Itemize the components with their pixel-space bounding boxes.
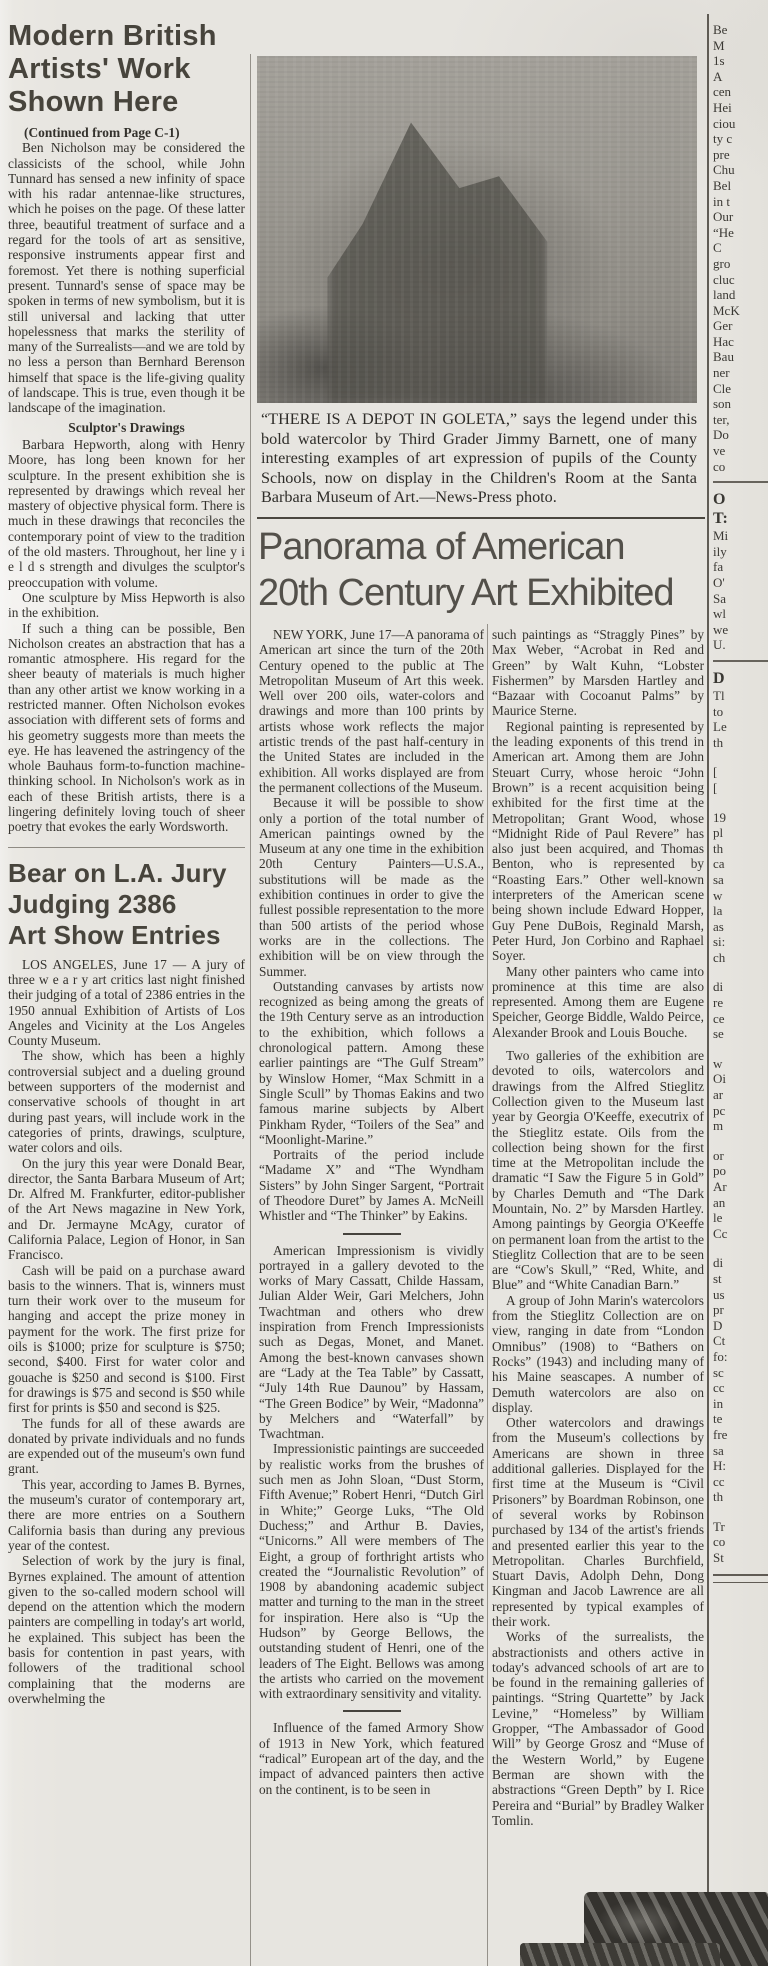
cutoff-text-fragment: Tl [713,687,725,703]
cutoff-text-fragment: ter, [713,411,730,427]
paragraph: This year, according to James B. Byrnes, the museum's curator of contemporary art, there are more entries on a Southern California basis than during any previous year of the contest. [8,1476,245,1553]
paragraph: (Continued from Page C-1) [24,125,180,140]
cutoff-text-fragment [713,965,768,979]
paragraph: Many other painters who came into prominence at this time are also represented. Among them are Eugene Speicher, George Biddle, Waldo Peirce, Alexander Brook and Louis Bouche. [492,963,704,1040]
cutoff-text-fragment: O' [713,575,725,590]
cutoff-text-fragment: di [713,979,724,995]
paragraph: Outstanding canvases by artists now recognized as being among the greats of the 19th Century serve as an introduction to the exhibition, which follows a chronological pattern. Among these earlier paintings are “The Gulf Stream” by Winslow Homer, “Max Schmitt in a Single Scull” by Thomas Eakins and two famous marine subjects by Albert Pinkham Ryder, “Toilers of the Sea” and “Moonlight-Marine.” [259,978,484,1147]
cutoff-text-fragment: th [713,1489,724,1505]
cutoff-text-fragment: cc [713,1473,725,1489]
right-partial-column [713,22,768,1872]
cutoff-text-fragment: Ger [713,318,733,334]
cutoff-text-fragment: O [713,491,726,509]
article-panorama-headline [258,524,708,616]
cutoff-text-fragment: son [713,396,732,412]
cutoff-text-fragment: pr [713,1302,724,1318]
cutoff-text-fragment: Be [713,22,728,37]
cutoff-text-fragment: Oi [713,1071,726,1087]
cutoff-text-fragment: D [713,669,725,687]
cutoff-text-fragment: or [713,1147,724,1163]
cutoff-text-fragment: M [713,37,725,53]
cutoff-text-fragment: gro [713,255,731,271]
cutoff-text-fragment [713,1241,768,1255]
paragraph: Because it will be possible to show only a portion of the total number of American paintings owned by the Museum at any one time in the exhibition 20th Century Painters—U.S.A., substitutions will be made as the exhibition continues in order to give the fullest possible representation to the more than 500 artists of the period whose works are in the collections. The exhibition will be on view through the Summer. [259,795,484,979]
paragraph: One sculpture by Miss Hepworth is also in the exhibition. [8,589,245,621]
cutoff-text-fragment [713,1042,768,1056]
cutoff-text-fragment: Hac [713,333,734,349]
cutoff-text-fragment: as [713,918,724,934]
cutoff-text-fragment: w [713,1055,723,1071]
photo-caption: “THERE IS A DEPOT IN GOLETA,” says the legend under this bold watercolor by Third Grader Jimmy Barnett, one of many interesting examples of art expression of pupils of the County Schools, now on display in the Children's Room at the Santa Barbara Museum of Art.—News-Press photo. [261,410,697,507]
paragraph: Regional painting is represented by the leading exponents of this trend in American art. Among them are John Steuart Curry, whose heroic “John Brown” is a recent acquisition being exhibited for the first time at the Metropolitan; Grant Wood, whose “Midnight Ride of Paul Revere” has also just been acquired, and Thomas Benton, who is represented by “Roasting Ears.” Other well-known interpreters of the American scene being shown include Edward Hopper, Guy Pene DuBois, Reginald Marsh, Peter Hurd, Jon Corbino and Raphael Soyer. [492,718,704,964]
cutoff-text-fragment: Sa [713,590,726,606]
cutoff-text-fragment: cen [713,84,732,100]
article-modern-british-body [8,125,245,835]
cutoff-text-fragment: U. [713,637,726,653]
cutoff-text-fragment: fre [713,1426,728,1442]
cutoff-text-fragment: te [713,1411,723,1427]
panorama-column-2 [492,627,704,1935]
paragraph: The show, which has been a highly controversial subject and a dueling ground between supporters of the modernist and conservative schools of thought in art during past years, will include work in the categories of prints, drawings, sculpture, water colors and oils. [8,1048,245,1156]
cutoff-text-fragment: fo: [713,1348,728,1364]
article-modern-british-headline [8,20,245,119]
cutoff-text-fragment: sa [713,1442,724,1458]
headline-line: Bear on L.A. Jury [8,857,227,888]
cutoff-text-fragment: Cle [713,380,732,396]
column-rule-right [707,14,709,1966]
cutoff-text-fragment: st [713,1270,722,1286]
cutoff-text-fragment: Bau [713,349,734,365]
cutoff-text-fragment: sc [713,1364,724,1380]
paragraph: American Impressionism is vividly portrayed in a gallery devoted to the works of Mary Cassatt, Childe Hassam, Julian Alder Weir, Gari Melchers, John Twachtman and others who drew inspiration from French Impressionists such as Degas, Monet, and Manet. Among the best-known canvases shown are “Lady at the Tea Table” by Cassatt, “July 14th Rue Daunou” by Hassam, “The Green Bodice” by Weir, “Madonna” by Melchers and “Waterfall” by Twachtman. [259,1242,484,1442]
cutoff-text-fragment: pc [713,1102,726,1118]
cutoff-text-fragment: la [713,903,723,919]
cutoff-text-fragment: ca [713,856,725,872]
cutoff-text-fragment: di [713,1255,724,1271]
cutoff-text-fragment: Tr [713,1518,725,1534]
cutoff-text-fragment: [ [713,779,718,795]
cutoff-text-fragment: land [713,287,736,303]
cutoff-text-fragment [713,660,768,662]
cutoff-text-fragment: in [713,1395,724,1411]
cutoff-text-fragment: po [713,1163,726,1179]
cutoff-text-fragment: D [713,1317,723,1333]
cutoff-text-fragment: Bel [713,177,732,193]
cutoff-text-fragment: w [713,887,723,903]
cutoff-text-fragment: fa [713,559,724,575]
cutoff-text-fragment: [ [713,764,718,780]
left-column [8,20,245,1966]
paragraph: Impressionistic paintings are succeeded by realistic works from the brushes of such men as John Sloan, “Dust Storm, Fifth Avenue;” Robert Henri, “Dutch Girl in White;” George Luks, “The Old Duchess;” and Arthur B. Davies, “Unicorns.” All were members of The Eight, a group of forthright artists who created the “Journalistic Revolution” of 1908 by abandoning academic subject matter and turning to the man in the street for inspiration. Here also is “Up the Hudson” by George Bellows, the outstanding student of Henri, one of the leaders of The Eight. Bellows was among the artists who carried on the movement with extraordinary sensitivity and vitality. [259,1441,484,1702]
paragraph [343,1233,401,1235]
cutoff-text-fragment: St [713,1550,724,1566]
paragraph: If such a thing can be possible, Ben Nicholson creates an abstraction that has a romantic atmosphere. His regard for the sheer beauty of materials is much higher than any other artist we know working in a restricted manner. Often Nicholson evokes association with different sets of forms and his geometry suggests more than meets the eye. He has leavened the astringency of the whole Bauhaus form-to-function machine-thinking school. In Nicholson's work as in each of these British artists, there is a lingering definitely loving touch of sheer poetry that evokes the early Wordsworth. [8,620,245,835]
panorama-column-1 [259,627,484,1966]
headline-line: Artists' Work [8,53,191,85]
cutoff-text-fragment: re [713,995,724,1011]
cutoff-text-fragment: H: [713,1458,726,1474]
cutoff-text-fragment: th [713,840,724,856]
watercolor-depot-photo [257,56,697,403]
paragraph: NEW YORK, June 17—A panorama of American art since the turn of the 20th Century opened to the public at The Metropolitan Museum of Art this week. Well over 200 oils, water-colors and drawings and more than 100 prints by artists whose work reflects the major artistic trends of the past half-century in the United States are included in the exhibition. All works displayed are from the permanent collections of the Museum. [259,627,484,795]
cutoff-text-fragment [713,1505,768,1519]
cutoff-text-fragment: Ar [713,1179,727,1194]
cutoff-text-fragment: C [713,240,722,256]
headline-line: Art Show Entries [8,919,221,950]
cutoff-text-fragment: T: [713,510,728,528]
paragraph: Portraits of the period include “Madame X” and “The Wyndham Sisters” by John Singer Sargent, “Portrait of Theodore Duret” by James A. McNeill Whistler and “The Thinker” by Eakins. [259,1147,484,1224]
cutoff-text-fragment: cc [713,1380,725,1396]
cutoff-text-fragment: us [713,1286,725,1302]
cutoff-text-fragment: le [713,1210,723,1226]
cutoff-text-fragment: an [713,1194,726,1210]
paragraph: Works of the surrealists, the abstractionists and others active in today's advanced schools of art are to be found in the remaining galleries of paintings. “String Quartette” by Jack Levine,” “Homeless” by William Gropper, “The Ambassador of Good Will” by George Grosz and “Muse of the Western World,” by Eugene Berman are shown with the abstractions “Green Depth” by I. Rice Pereira and “Burial” by Bradley Walker Tomlin. [492,1629,704,1828]
cutoff-text-fragment: in t [713,193,730,209]
paragraph: A group of John Marin's watercolors from the Stieglitz Collection are on view, ranging in date from “London Omnibus” (1908) to “Bathers on Rocks” (1943) and including many of his Maine seascapes. A number of Demuth watercolors are also on display. [492,1292,704,1415]
headline-line: Shown Here [8,86,179,118]
cutoff-text-fragment: “He [713,224,734,240]
cutoff-text-fragment: ily [713,543,727,559]
paragraph: Influence of the famed Armory Show of 1913 in New York, which featured “radical” European art of the day, and the impact of advanced painters then active on the continent, is to be seen in [259,1720,484,1797]
cutoff-text-fragment: A [713,68,723,84]
cutoff-text-fragment: Hei [713,99,732,115]
cutoff-text-fragment: 19 [713,809,726,825]
paragraph [343,1710,401,1712]
cutoff-text-fragment: co [713,1534,726,1550]
cutoff-text-fragment: th [713,734,724,750]
cutoff-text-fragment: m [713,1118,724,1134]
article-bear-jury-headline [8,858,245,951]
paragraph: Cash will be paid on a purchase award basis to the winners. That is, winners must turn their work over to the museum for hanging and accept the prize money in payment for the work. The first prize for oils is $1000; prize for sculpture is $750; second, $400. First for water color and gouache is $250 and second is $100. First for drawings is $75 and second is $50 while first for prints is $50 and second is $25. [8,1262,245,1416]
cutoff-text-fragment: ciou [713,115,736,131]
cutoff-text-fragment: se [713,1026,724,1042]
column-rule-middle [487,624,488,1966]
paragraph: Barbara Hepworth, along with Henry Moore, has long been known for her sculpture. In the present exhibition she is represented by drawings which reveal her mastery of objective physical form. There is much in these drawings that reconciles the contemporary point of view to the tradition of the old masters. Throughout, her line y i e l d s strength and divulges the sculptor's preoccupation with volume. [8,436,245,590]
paragraph: such paintings as “Straggly Pines” by Max Weber, “Acrobat in Red and Green” by Walt Kuhn, “Lobster Fishermen” by Marsden Hartley and “Bazaar with Cocoanut Palms” by Maurice Sterne. [492,627,704,719]
paragraph [492,1040,704,1048]
cutoff-text-fragment: Do [713,427,729,443]
paragraph: Other watercolors and drawings from the Museum's collections by Americans are shown in three additional galleries. Displayed for the first time at the Museum is “Civil Prisoners” by Boardman Robinson, one of several works by Robinson purchased by 134 of the artist's friends and presented earlier this year to the Metropolitan. Charles Burchfield, Stuart Davis, Adolph Dehn, Dong Kingman and Jacob Lawrence are all represented by typical examples of their work. [492,1415,704,1629]
cutoff-text-fragment: ar [713,1087,724,1103]
cutoff-text-fragment: to [713,703,724,719]
cutoff-text-fragment: ty c [713,131,733,147]
cutoff-text-fragment: wl [713,606,726,622]
article-bear-jury-body [8,957,245,1707]
cutoff-text-fragment: ner [713,365,730,381]
cutoff-text-fragment: co [713,458,726,474]
photo-grain-texture [257,56,697,403]
paragraph: Two galleries of the exhibition are devoted to oils, watercolors and drawings from the Alfred Stieglitz Collection given to the Museum last year by Georgia O'Keeffe, executrix of the Stieglitz estate. Oils from the collection being shown for the first time at the Metropolitan include the dramatic “I Saw the Figure 5 in Gold” by Charles Demuth and “The Dark Mountain, No. 2” by Marsden Hartley. Among paintings by Georgia O'Keeffe on permanent loan from the artist to the Stieglitz Collection that are to be seen are “Cow's Skull,” “Red, White, and Blue” and “White Canadian Barn.” [492,1048,704,1293]
cutoff-text-fragment: Le [713,719,727,735]
paragraph: Selection of work by the jury is final, Byrnes explained. The amount of attention given to the so-called modern school will depend on the attention which the modern painters are compelling in today's art world, he explained. This subject has been the basis for contention in past years, with followers of the traditional school complaining that the moderns are overwhelming the [8,1553,245,1706]
headline-line: 20th Century Art Exhibited [258,572,674,614]
cutoff-text-fragment: Ct [713,1333,726,1349]
cutoff-text-fragment [713,750,768,764]
headline-line: Panorama of American [258,526,625,568]
cutoff-text-fragment: cluc [713,271,735,287]
cutoff-text-fragment [713,1134,768,1148]
cutoff-text-fragment: McK [713,302,740,318]
article-divider-rule [8,847,245,848]
paragraph: Ben Nicholson may be considered the classicists of the school, while John Tunnard has sensed a new infinity of space with his radar antennae-like structures, which he poises on the page. Of these latter three, beautiful treatment of surface and a regard for the tools of art as sensitive, responsive instruments appear first and foremost. Yet there is nothing superficial present. Tunnard's sense of space may be spoken in terms of new symbolism, but it is still universal and lacking that utter hopelessness that marks the sterility of many of the Surrealists—and we are told by no less a person than Bernhard Berenson himself that space is the life-giving quality of landscape. This is true, even though it be landscape of the imagination. [8,140,245,416]
headline-top-rule [257,517,705,519]
ad-graphic [520,1943,720,1966]
cutoff-text-fragment: ch [713,949,726,965]
cutoff-text-fragment: Cc [713,1225,728,1241]
cutoff-text-fragment: sa [713,871,724,887]
headline-line: Judging 2386 [8,888,177,919]
cutoff-text-fragment: pre [713,146,730,162]
cutoff-text-fragment [713,481,768,483]
cutoff-text-fragment: ce [713,1010,725,1026]
cutoff-text-fragment: we [713,621,729,637]
cutoff-text-fragment: si: [713,934,726,950]
paragraph: Sculptor's Drawings [68,419,185,435]
paragraph: The funds for all of these awards are donated by private individuals and no funds are expended out of the museum's own fund grant. [8,1415,245,1477]
column-rule-left [250,54,251,1966]
cutoff-text-fragment: 1s [713,53,725,69]
cutoff-text-fragment: Chu [713,162,735,178]
cutoff-text-fragment [713,796,768,810]
paragraph: LOS ANGELES, June 17 — A jury of three w e a r y art critics last night finished their judging of a total of 2386 entries in the 1950 annual Exhibition of Artists of Los Angeles and Vicinity at the Los Angeles County Museum. [8,956,245,1049]
cutoff-text-fragment: pl [713,825,724,841]
cutoff-text-fragment: ve [713,443,726,459]
cutoff-text-fragment [713,1574,768,1583]
cutoff-text-fragment: Our [713,209,734,225]
cutoff-text-fragment: Mi [713,528,729,544]
paragraph: On the jury this year were Donald Bear, director, the Santa Barbara Museum of Art; Dr. Alfred M. Frankfurter, editor-publisher of the Art News magazine in New York, and Dr. Jermayne McAgy, curator of California Palace, Legion of Honor, in San Francisco. [8,1155,245,1263]
headline-line: Modern British [8,20,217,52]
